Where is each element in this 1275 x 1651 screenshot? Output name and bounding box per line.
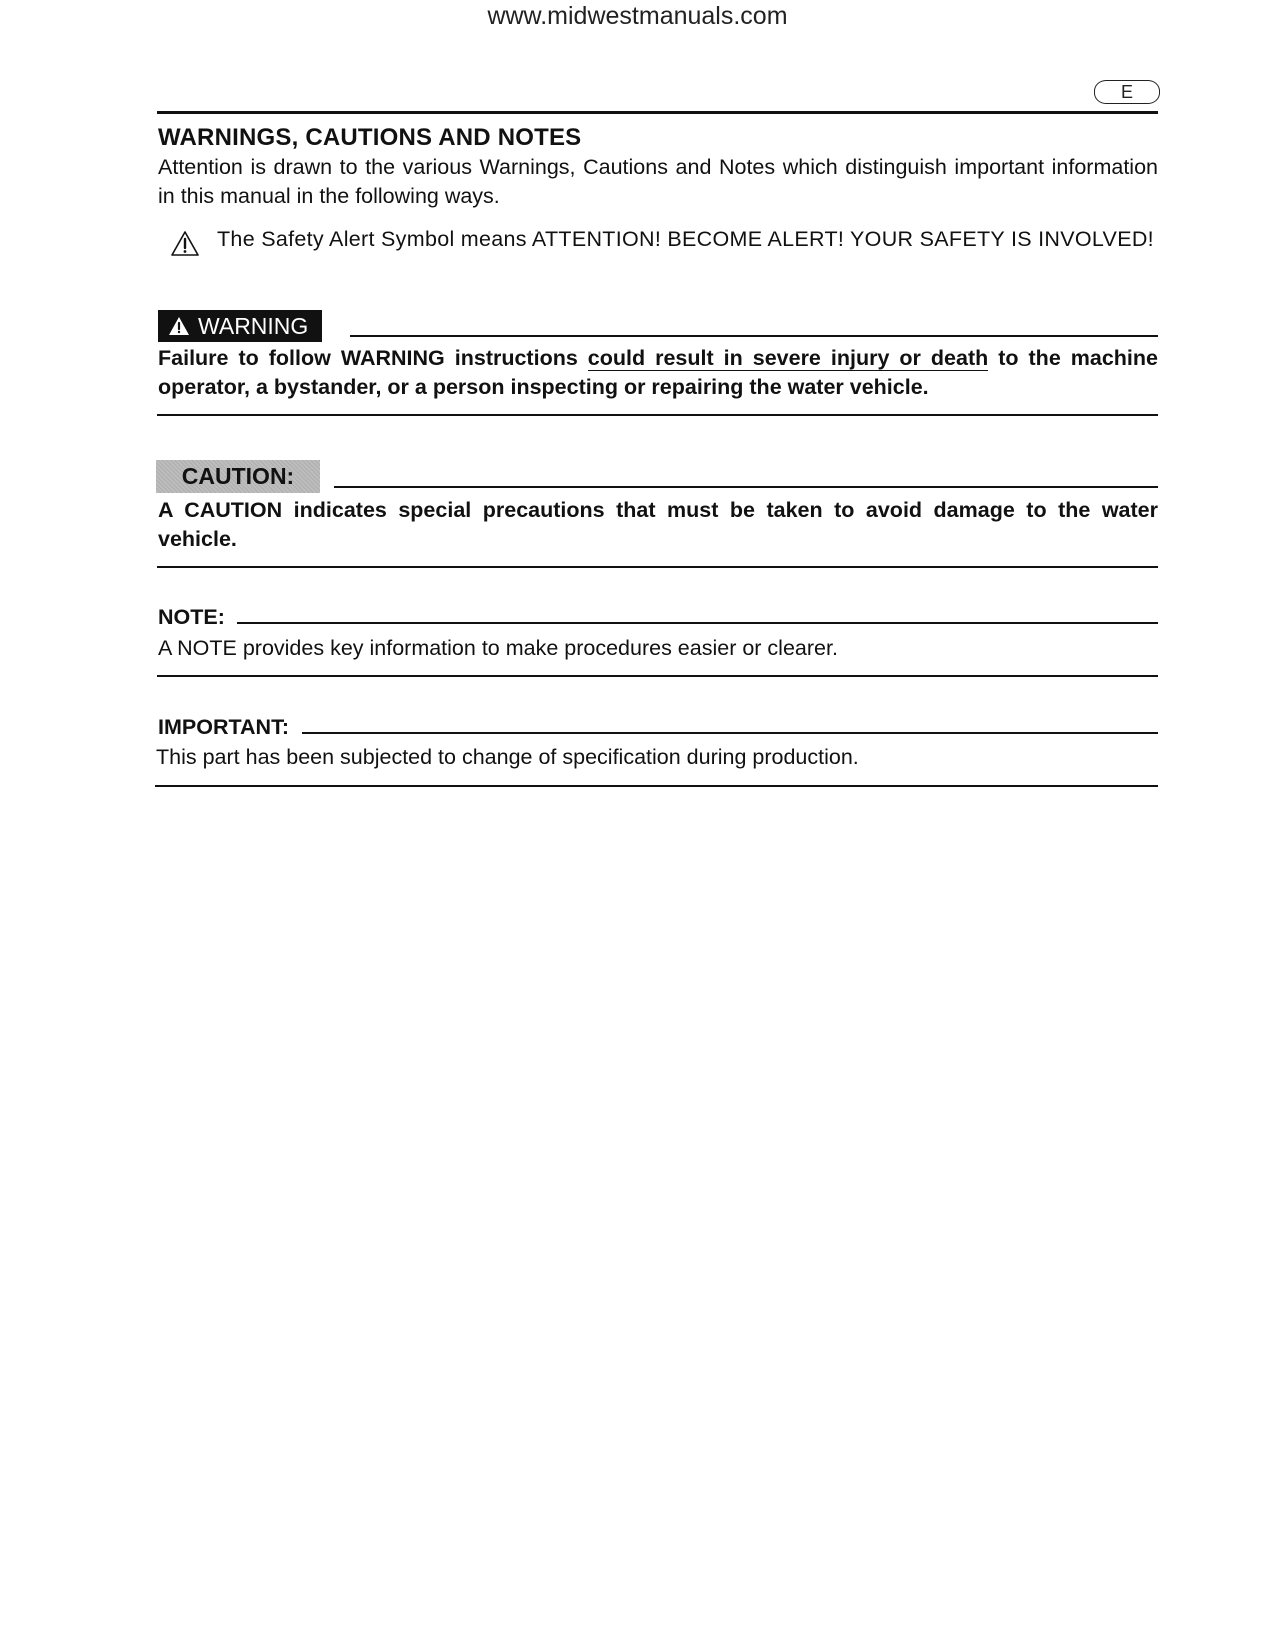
warning-header-rule (350, 335, 1158, 337)
caution-badge: CAUTION: (156, 460, 320, 493)
note-label: NOTE: (158, 605, 225, 629)
source-url: www.midwestmanuals.com (487, 2, 788, 30)
section-title: WARNINGS, CAUTIONS AND NOTES (158, 124, 582, 151)
important-text: This part has been subjected to change of specification during production. (156, 745, 859, 769)
warning-text-part-1: Failure to follow WARNING instructions (158, 346, 588, 370)
important-header-rule (302, 732, 1158, 734)
intro-paragraph: Attention is drawn to the various Warnings, Cautions and Notes which distinguish important information in this manual in the following ways. (158, 155, 1158, 208)
warning-label: WARNING (198, 313, 309, 339)
note-text: A NOTE provides key information to make procedures easier or clearer. (158, 636, 838, 660)
header-rule (157, 111, 1158, 114)
safety-alert-icon (170, 230, 200, 258)
warning-text-underlined: could result in severe injury or death (587, 346, 989, 370)
caution-text: A CAUTION indicates special precautions that must be taken to avoid damage to the water vehicle. (158, 498, 1158, 551)
important-label: IMPORTANT: (158, 715, 289, 739)
warning-text (158, 344, 1158, 402)
language-badge: E (1094, 80, 1160, 104)
caution-footer-rule (157, 566, 1158, 568)
note-header-rule (237, 622, 1158, 624)
caution-header-rule (334, 486, 1158, 488)
warning-badge (158, 310, 322, 342)
warning-triangle-icon (168, 316, 190, 336)
important-footer-rule (155, 785, 1158, 787)
note-footer-rule (157, 675, 1158, 677)
safety-alert-text: The Safety Alert Symbol means ATTENTION! BECOME ALERT! YOUR SAFETY IS INVOLVED! (217, 227, 1154, 251)
warning-footer-rule (157, 414, 1158, 416)
warning-text-part-2: to the machine operator, a bystander, or a person inspecting or repairing the water vehicle. (158, 346, 1158, 399)
